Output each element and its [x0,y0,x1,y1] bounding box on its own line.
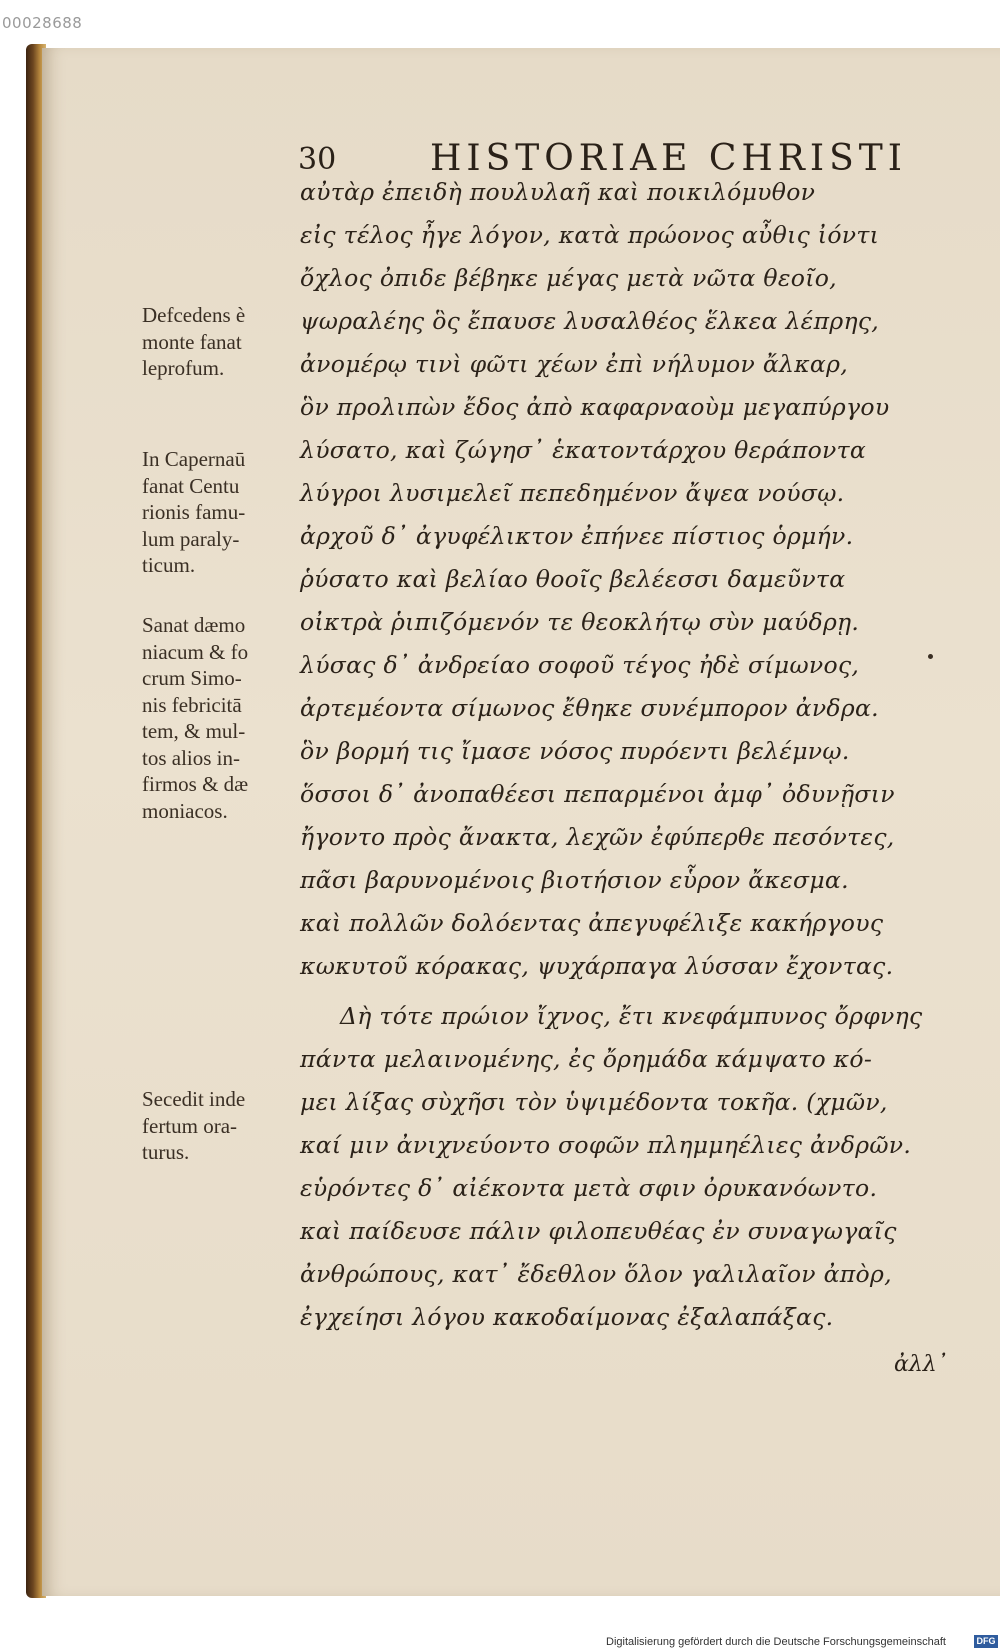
text-line: ἤγοντο πρὸς ἄνακτα, λεχῶν ἐφύπερθε πεσόντες, [300,823,895,851]
margin-note-line: Sanat dæmo [142,613,246,637]
text-line: ὄχλος ὀπιδε βέβηκε μέγας μετὰ νῶτα θεοῖο, [300,264,837,292]
printer-mark [928,654,933,659]
margin-note-line: niacum & fo [142,639,249,664]
text-line: ἀρτεμέοντα σίμωνος ἔθηκε συνέμπορον ἀνδρα. [300,694,879,722]
text-line: λύσας δ᾽ ἀνδρείαο σοφοῦ τέγος ἠδὲ σίμωνος, [300,651,860,679]
text-line: ὃν βορμή τις ἴμασε νόσος πυρόεντι βελέμνῳ. [300,737,850,765]
margin-note-line: fertum ora- [142,1113,238,1138]
margin-note-line: monte fanat [142,329,242,354]
text-line: ἀνομέρῳ τινὶ φῶτι χέων ἐπὶ νήλυμον ἄλκαρ, [300,350,848,378]
margin-note-line: lum paraly- [142,526,240,551]
text-line: λύγροι λυσιμελεῖ πεπεδημένον ἄψεα νούσῳ. [300,479,845,507]
text-line: οἰκτρὰ ῥιπιζόμενόν τε θεοκλήτῳ σὺν μαύδρῃ. [300,608,860,636]
margin-note-line: turus. [142,1140,190,1164]
margin-note [142,612,292,824]
text-line: εἰς τέλος ἦγε λόγον, κατὰ πρώονος αὖθις ἰόντι [300,221,880,249]
margin-note-line: rionis famu- [142,500,246,524]
digitization-credit: Digitalisierung gefördert durch die Deutsche Forschungsgemeinschaft [606,1636,946,1648]
text-line: ῥύσατο καὶ βελίαο θοοῖς βελέεσσι δαμεῦντα [300,565,846,593]
margin-note [142,302,292,382]
text-line: ἀρχοῦ δ᾽ ἀγυφέλικτον ἐπήνεε πίστιος ὁρμήν. [300,522,854,550]
page-number: 30 [298,142,337,177]
margin-note-line: firmos & dæ [142,772,249,796]
margin-note-line: Defcedens è [142,303,246,327]
text-line: ψωραλέης ὃς ἔπαυσε λυσαλθέος ἕλκεα λέπρης, [300,307,880,335]
catchword: ἀλλ᾽ [894,1352,948,1377]
margin-note-line: Secedit inde [142,1087,246,1111]
margin-note-line: tos alios in- [142,745,240,770]
margin-note-line: nis febricitā [142,692,242,717]
margin-note-line: ticum. [142,553,196,577]
margin-note-line: crum Simo- [142,666,242,690]
text-line: ὃν προλιπὼν ἔδος ἀπὸ καφαρναοὺμ μεγαπύργου [300,393,890,421]
text-line: καί μιν ἀνιχνεύοντο σοφῶν πλημμηέλιες ἀνδρῶν. [300,1131,912,1159]
margin-note [142,1086,292,1166]
text-line: ὅσσοι δ᾽ ἀνοπαθέεσι πεπαρμένοι ἀμφ᾽ ὀδυνῇσιν [300,780,895,808]
margin-note-line: tem, & mul- [142,719,246,743]
text-line: καὶ πολλῶν δολόεντας ἀπεγυφέλιξε κακήργους [300,909,884,937]
margin-note-line: moniacos. [142,798,228,823]
text-line: ἀνθρώπους, κατ᾽ ἔδεθλον ὅλον γαλιλαῖον ἀπὸρ, [300,1260,892,1288]
text-line: αὐτὰρ ἐπειδὴ πουλυλαῆ καὶ ποικιλόμυθον [300,178,816,206]
text-line: λύσατο, καὶ ζώγησ᾽ ἑκατοντάρχου θεράποντα [300,436,867,464]
text-line: πᾶσι βαρυνομένοις βιοτήσιον εὗρον ἄκεσμα. [300,866,849,894]
text-line: πάντα μελαινομένης, ἐς ὄρημάδα κάμψατο κό- [300,1045,873,1073]
text-line: ἐγχείησι λόγου κακοδαίμονας ἐξαλαπάξας. [300,1303,834,1331]
margin-note [142,446,292,579]
margin-note-line: fanat Centu [142,473,240,498]
margin-note-line: leprofum. [142,356,225,380]
dfg-logo-icon: DFG [974,1635,998,1648]
running-title: HISTORIAE CHRISTI [430,138,908,179]
text-line: κωκυτοῦ κόρακας, ψυχάρπαγα λύσσαν ἔχοντας. [300,952,894,980]
margin-note-line: In Capernaū [142,447,246,471]
image-id-label: 00028688 [2,14,83,32]
text-line: Δὴ τότε πρώιον ἴχνος, ἔτι κνεφάμπυνος ὄρφνης [340,1002,923,1030]
text-line: καὶ παίδευσε πάλιν φιλοπευθέας ἐν συναγωγαῖς [300,1217,897,1245]
text-line: μει λίξας σὺχῆσι τὸν ὑψιμέδοντα τοκῆα. (χμῶν, [300,1088,888,1116]
text-line: εὑρόντες δ᾽ αἰέκοντα μετὰ σφιν ὀρυκανόωντο. [300,1174,878,1202]
